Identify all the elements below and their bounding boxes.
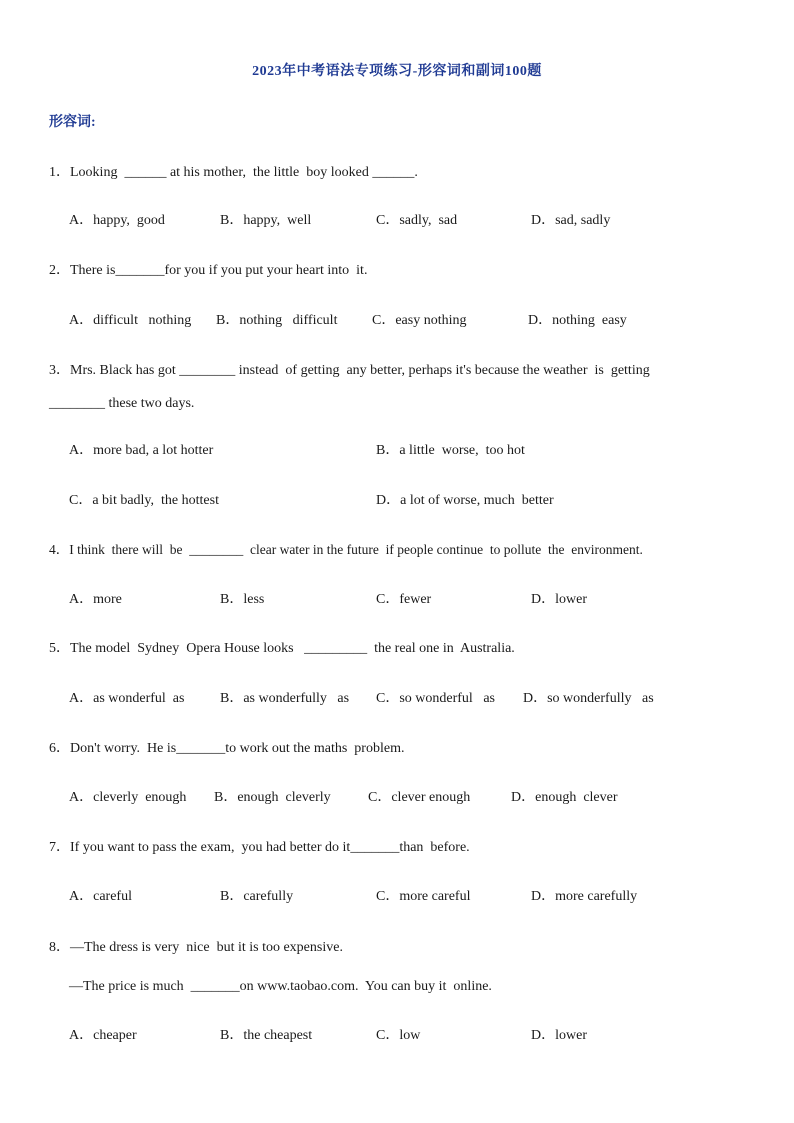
- section-heading: 形容词:: [49, 115, 96, 130]
- question-1-option-c: C．sadly, sad: [376, 213, 458, 228]
- question-7-option-d: D．more carefully: [531, 889, 638, 904]
- question-3-option-a: A．more bad, a lot hotter: [69, 443, 214, 458]
- question-4-stem: 4．I think there will be ________ clear water in the future if people continue to pollute the environment.: [49, 542, 643, 557]
- question-5-option-c: C．so wonderful as: [376, 691, 495, 706]
- question-2-stem: 2．There is_______for you if you put your heart into it.: [49, 263, 368, 278]
- question-4-option-c: C．fewer: [376, 592, 432, 607]
- question-8-stem: 8．—The dress is very nice but it is too expensive.: [49, 940, 343, 955]
- question-8-option-d: D．lower: [531, 1028, 587, 1043]
- question-8-stem-continued: —The price is much _______on www.taobao.com. You can buy it online.: [69, 979, 492, 994]
- question-5-stem: 5．The model Sydney Opera House looks _________ the real one in Australia.: [49, 641, 515, 656]
- question-2-option-a: A．difficult nothing: [69, 313, 192, 328]
- question-3-option-b: B．a little worse, too hot: [376, 443, 525, 458]
- question-7-option-b: B．carefully: [220, 889, 294, 904]
- question-3-option-c: C．a bit badly, the hottest: [69, 493, 219, 508]
- question-6-option-b: B．enough cleverly: [214, 790, 331, 805]
- question-1-option-a: A．happy, good: [69, 213, 165, 228]
- question-3-option-d: D．a lot of worse, much better: [376, 493, 554, 508]
- question-4-option-a: A．more: [69, 592, 122, 607]
- question-2-option-d: D．nothing easy: [528, 313, 627, 328]
- question-2-option-c: C．easy nothing: [372, 313, 467, 328]
- question-1-option-b: B．happy, well: [220, 213, 312, 228]
- page-title: 2023年中考语法专项练习-形容词和副词100题: [252, 64, 542, 79]
- question-5-option-d: D．so wonderfully as: [523, 691, 654, 706]
- question-7-option-c: C．more careful: [376, 889, 471, 904]
- question-5-option-b: B．as wonderfully as: [220, 691, 350, 706]
- question-7-stem: 7．If you want to pass the exam, you had better do it_______than before.: [49, 840, 470, 855]
- question-8-option-a: A．cheaper: [69, 1028, 137, 1043]
- question-6-option-d: D．enough clever: [511, 790, 618, 805]
- question-2-option-b: B．nothing difficult: [216, 313, 338, 328]
- question-3-stem-continued: ________ these two days.: [49, 396, 195, 411]
- question-5-option-a: A．as wonderful as: [69, 691, 185, 706]
- question-3-stem: 3．Mrs. Black has got ________ instead of getting any better, perhaps it's because the weather is getting: [49, 363, 650, 378]
- question-6-stem: 6．Don't worry. He is_______to work out the maths problem.: [49, 741, 405, 756]
- question-1-option-d: D．sad, sadly: [531, 213, 611, 228]
- question-4-option-b: B．less: [220, 592, 265, 607]
- question-6-option-c: C．clever enough: [368, 790, 471, 805]
- question-7-option-a: A．careful: [69, 889, 132, 904]
- question-1-stem: 1．Looking ______ at his mother, the little boy looked ______.: [49, 165, 418, 180]
- question-8-option-c: C．low: [376, 1028, 421, 1043]
- question-4-option-d: D．lower: [531, 592, 587, 607]
- question-8-option-b: B．the cheapest: [220, 1028, 313, 1043]
- question-6-option-a: A．cleverly enough: [69, 790, 187, 805]
